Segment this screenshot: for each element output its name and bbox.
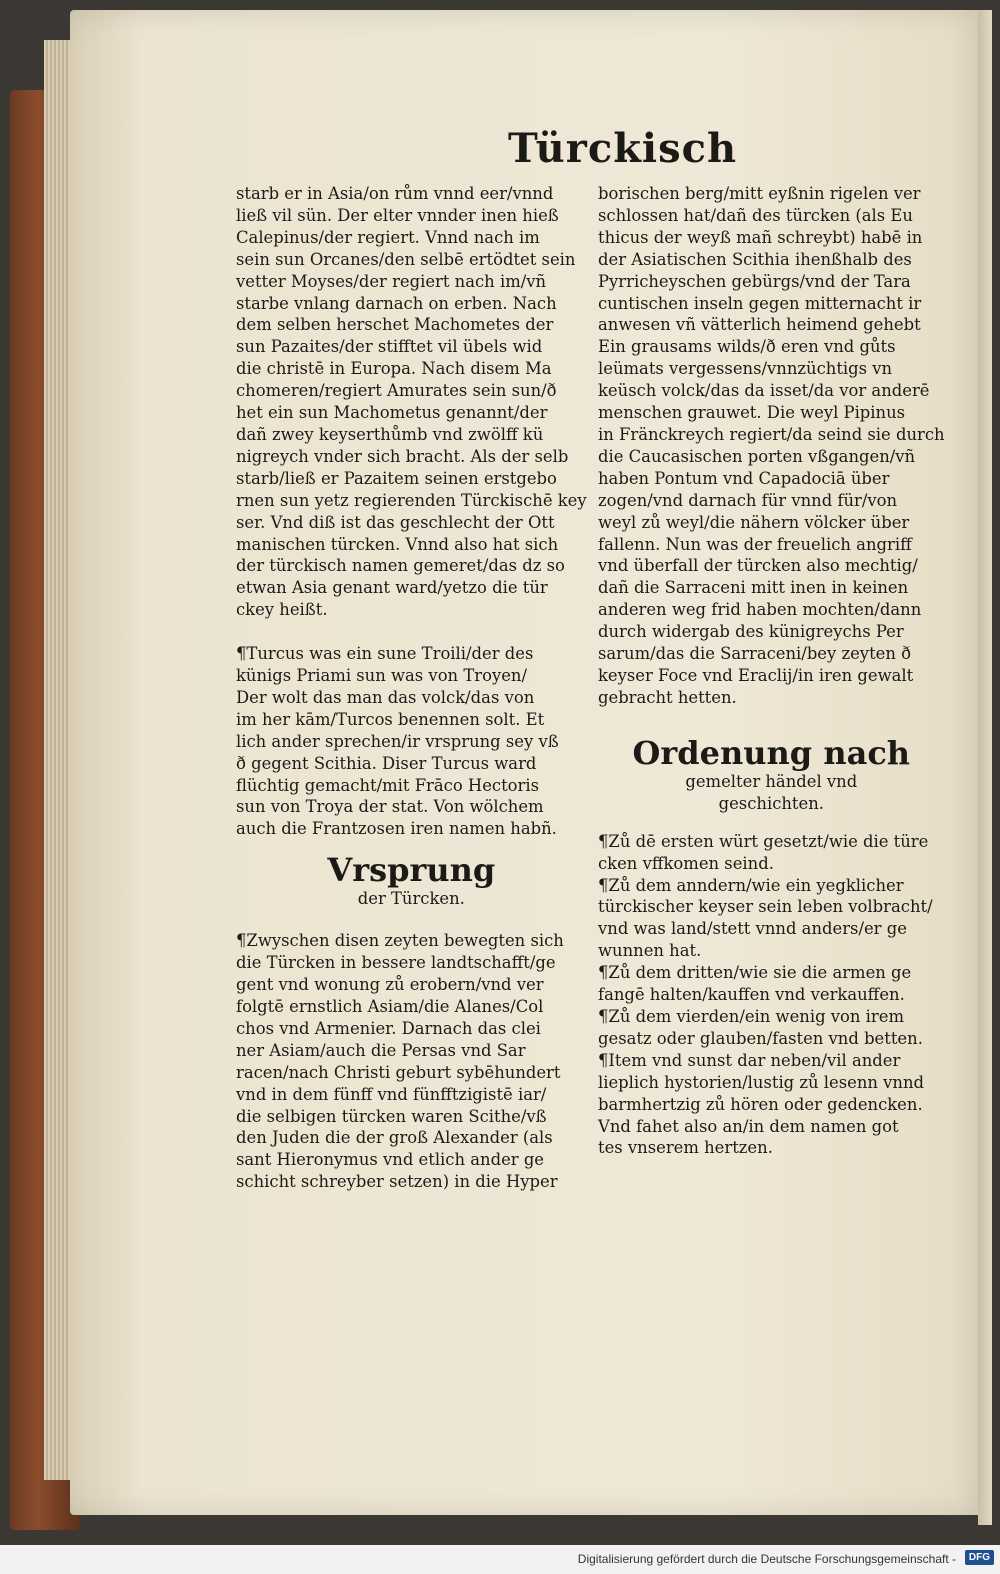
- text-line: ð gegent Scithia. Diser Turcus ward: [236, 753, 537, 773]
- text-line: Der wolt das man das volck/das von: [236, 687, 535, 707]
- text-line: vnd in dem fünff vnd fünfftzigistē iar/: [236, 1084, 547, 1104]
- text-line: haben Pontum vnd Capadociā über: [598, 468, 890, 488]
- text-line: weyl zů weyl/die nähern völcker über: [598, 512, 910, 532]
- text-line: anderen weg frid haben mochten/dann: [598, 600, 922, 620]
- text-line: racen/nach Christi geburt sybēhundert: [236, 1062, 561, 1082]
- text-line: schicht schreyber setzen) in die Hyper: [236, 1172, 558, 1192]
- text-line: sun von Troya der stat. Von wölchem: [236, 797, 544, 817]
- text-line: ¶Item vnd sunst dar neben/vil ander: [598, 1050, 901, 1070]
- text-line: die selbigen türcken waren Scithe/vß: [236, 1106, 547, 1126]
- text-line: anwesen vñ vätterlich heimend gehebt: [598, 315, 921, 335]
- text-line: folgtē ernstlich Asiam/die Alanes/Col: [236, 997, 544, 1016]
- section-title-ursprung: Vrsprung: [327, 851, 496, 890]
- text-line: dañ die Sarraceni mitt inen in keinen: [598, 578, 909, 598]
- text-line: keyser Foce vnd Eraclij/in iren gewalt: [598, 665, 914, 685]
- text-line: in Fränckreych regiert/da seind sie durch: [598, 424, 945, 444]
- text-line: leümats vergessens/vnnzüchtigs vn: [598, 359, 893, 379]
- text-line: sein sun Orcanes/den selbē ertödtet sein: [236, 249, 576, 269]
- text-line: Ein grausams wilds/ð eren vnd gůts: [598, 337, 896, 357]
- text-line: cuntischen inseln gegen mitternacht ir: [598, 293, 922, 313]
- section-title-ordenung: Ordenung nach: [632, 733, 911, 772]
- text-line: Vnd fahet also an/in dem namen got: [598, 1116, 899, 1136]
- text-line: sant Hieronymus vnd etlich ander ge: [236, 1150, 545, 1170]
- text-line: dem selben herschet Machometes der: [236, 315, 554, 335]
- running-header: Türckisch: [508, 125, 738, 172]
- text-line: lich ander sprechen/ir vrsprung sey vß: [236, 731, 559, 751]
- left-paragraph-1: [236, 183, 587, 621]
- dfg-logo: DFG: [965, 1550, 994, 1565]
- text-line: etwan Asia genant ward/yetzo die tür: [236, 578, 548, 598]
- text-line: cken vffkomen seind.: [598, 853, 774, 873]
- text-line: gent vnd wonung zů erobern/vnd ver: [236, 975, 544, 995]
- text-line: die christē in Europa. Nach disem Ma: [236, 359, 552, 379]
- text-line: die Caucasischen porten vßgangen/vñ: [598, 446, 916, 466]
- text-line: borischen berg/mitt eyßnin rigelen ver: [598, 184, 921, 203]
- text-line: ließ vil sün. Der elter vnnder inen hieß: [236, 205, 559, 225]
- text-line: menschen grauwet. Die weyl Pipinus: [598, 403, 906, 423]
- text-line: durch widergab des künigreychs Per: [598, 622, 904, 642]
- text-line: barmhertzig zů hören oder gedencken.: [598, 1094, 923, 1114]
- text-line: der türckisch namen gemeret/das dz so: [236, 556, 565, 576]
- text-line: türckischer keyser sein leben volbracht/: [598, 897, 933, 917]
- text-line: ¶Zů dem vierden/ein wenig von irem: [598, 1007, 904, 1026]
- text-line: ser. Vnd diß ist das geschlecht der Ott: [236, 512, 555, 532]
- text-line: vnd überfall der türcken also mechtig/: [598, 556, 918, 576]
- right-paragraph-1: [598, 183, 945, 709]
- text-line: ¶Zů dem anndern/wie ein yegklicher: [598, 875, 904, 895]
- text-line: chos vnd Armenier. Darnach das clei: [236, 1018, 541, 1038]
- text-line: vetter Moyses/der regiert nach im/vñ: [236, 271, 547, 291]
- text-line: starb/ließ er Pazaitem seinen erstgebo: [236, 468, 557, 488]
- text-line: wunnen hat.: [598, 941, 702, 961]
- text-line: nigreych vnder sich bracht. Als der selb: [236, 446, 569, 466]
- section-subtitle-ursprung: der Türcken.: [357, 889, 465, 909]
- text-line: zogen/vnd darnach für vnnd für/von: [598, 490, 898, 510]
- text-line: ¶Turcus was ein sune Troili/der des: [236, 644, 534, 664]
- text-line: flüchtig gemacht/mit Frāco Hectoris: [236, 775, 540, 795]
- text-line: dañ zwey keyserthůmb vnd zwölff kü: [236, 424, 544, 444]
- text-line: rnen sun yetz regierenden Türckischē key: [236, 490, 587, 510]
- adjacent-page-edge: [978, 10, 992, 1525]
- right-paragraph-2: [598, 831, 945, 1160]
- digitization-footer: [0, 1545, 1000, 1574]
- text-line: Pyrricheyschen gebürgs/vnd der Tara: [598, 271, 911, 291]
- text-line: ¶Zwyschen disen zeyten bewegten sich: [236, 931, 564, 951]
- left-paragraph-3: [236, 930, 587, 1193]
- text-line: vnd was land/stett vnnd anders/er ge: [598, 919, 907, 939]
- text-line: gemelter händel vnd: [685, 771, 858, 791]
- left-paragraph-2: [236, 643, 587, 840]
- text-line: keüsch volck/das da isset/da vor anderē: [598, 381, 930, 401]
- text-line: im her kām/Turcos benennen solt. Et: [236, 709, 545, 729]
- text-line: ¶Zů dem dritten/wie sie die armen ge: [598, 963, 912, 983]
- text-line: lieplich hystorien/lustig zů lesenn vnnd: [598, 1072, 925, 1092]
- text-line: starbe vnlang darnach on erben. Nach: [236, 293, 557, 313]
- text-line: gebracht hetten.: [598, 687, 737, 707]
- text-line: die Türcken in bessere landtschafft/ge: [236, 953, 556, 973]
- text-line: geschichten.: [718, 793, 824, 813]
- text-line: den Juden die der groß Alexander (als: [236, 1128, 553, 1148]
- text-line: ner Asiam/auch die Persas vnd Sar: [236, 1040, 526, 1060]
- text-line: künigs Priami sun was von Troyen/: [236, 666, 527, 686]
- text-line: ¶Zů dē ersten würt gesetzt/wie die türe: [598, 831, 929, 851]
- text-line: schlossen hat/dañ des türcken (als Eu: [598, 205, 913, 225]
- text-line: Calepinus/der regiert. Vnnd nach im: [236, 227, 540, 247]
- text-line: fallenn. Nun was der freuelich angriff: [598, 534, 912, 554]
- text-line: tes vnserem hertzen.: [598, 1138, 773, 1158]
- footer-credit: Digitalisierung gefördert durch die Deutsche Forschungsgemeinschaft -: [577, 1552, 956, 1566]
- text-line: chomeren/regiert Amurates sein sun/ð: [236, 381, 557, 401]
- text-line: het ein sun Machometus genannt/der: [236, 403, 548, 423]
- text-line: ckey heißt.: [236, 600, 328, 620]
- text-line: manischen türcken. Vnnd also hat sich: [236, 534, 559, 554]
- right-column: [598, 183, 945, 1159]
- text-line: sarum/das die Sarraceni/bey zeyten ð: [598, 644, 911, 664]
- text-line: sun Pazaites/der stifftet vil übels wid: [236, 337, 543, 357]
- text-line: fangē halten/kauffen vnd verkauffen.: [598, 985, 905, 1005]
- text-line: der Asiatischen Scithia ihenßhalb des: [598, 249, 912, 269]
- text-line: gesatz oder glauben/fasten vnd betten.: [598, 1028, 923, 1048]
- text-line: auch die Frantzosen iren namen habñ.: [236, 819, 557, 839]
- section-subtitle-ordenung: [598, 771, 945, 815]
- left-column: [236, 183, 587, 1193]
- text-line: thicus der weyß mañ schreybt) habē in: [598, 227, 923, 247]
- text-line: starb er in Asia/on rům vnnd eer/vnnd: [236, 184, 554, 203]
